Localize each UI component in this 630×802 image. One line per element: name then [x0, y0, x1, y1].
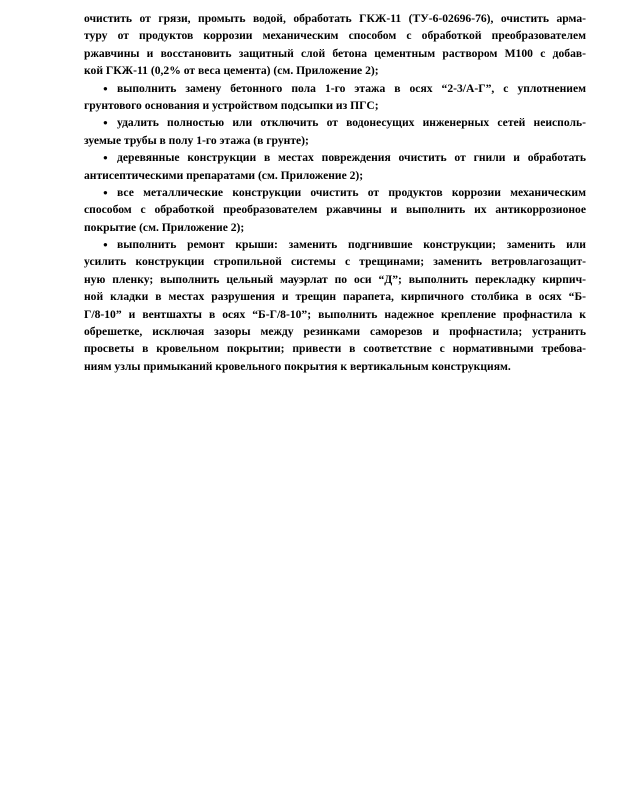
text-line	[84, 10, 586, 27]
line-text: деревянные конструкции в местах повреждения очистить от гнили и обработать	[117, 151, 586, 165]
line-text: ную пленку; выполнить цельный мауэрлат по оси “Д”; выполнить перекладку кирпич-	[84, 272, 586, 286]
text-line	[84, 27, 586, 44]
line-text: очистить от грязи, промыть водой, обработать ГКЖ-11 (ТУ-6-02696-76), очистить арма-	[84, 12, 586, 25]
text-line	[84, 306, 586, 323]
line-text: выполнить замену бетонного пола 1-го этажа в осях “2-3/А-Г”, с уплотнением	[117, 81, 586, 95]
line-text: ниям узлы примыканий кровельного покрытия к вертикальным конструкциям.	[84, 359, 511, 373]
bullet-item	[84, 236, 586, 375]
line-text: обрешетке, исключая зазоры между резинками саморезов и профнастила; устранить	[84, 325, 586, 339]
line-text: покрытие (см. Приложение 2);	[84, 220, 245, 234]
text-line	[84, 271, 586, 288]
bullet-item	[84, 149, 586, 184]
text-line	[84, 97, 586, 114]
paragraph	[84, 10, 586, 80]
document-body	[84, 0, 586, 375]
text-line	[84, 201, 586, 218]
text-line	[84, 236, 586, 253]
line-text: ржавчины и восстановить защитный слой бетона цементным раствором М100 с добав-	[84, 46, 586, 60]
line-text: удалить полностью или отключить от водонесущих инженерных сетей неисполь-	[117, 116, 586, 130]
line-text: все металлические конструкции очистить от продуктов коррозии механическим	[117, 185, 586, 199]
text-line	[84, 62, 586, 79]
line-text: туру от продуктов коррозии механическим способом с обработкой преобразователем	[84, 29, 586, 43]
bullet-icon: ●	[103, 118, 108, 128]
line-text: усилить конструкции стропильной системы с трещинами; заменить ветровлагозащит-	[84, 255, 586, 269]
bullet-item	[84, 114, 586, 149]
text-line	[84, 132, 586, 149]
text-line	[84, 114, 586, 131]
line-text: зуемые трубы в полу 1-го этажа (в грунте);	[84, 133, 309, 147]
line-text: кой ГКЖ-11 (0,2% от веса цемента) (см. Приложение 2);	[84, 64, 379, 78]
line-text: ной кладки в местах разрушения и трещин парапета, кирпичного столбика в осях “Б-	[84, 290, 586, 304]
text-line	[84, 253, 586, 270]
text-line	[84, 80, 586, 97]
text-line	[84, 288, 586, 305]
line-text: просветы в кровельном покрытии; привести в соответствие с нормативными требова-	[84, 342, 586, 356]
text-line	[84, 149, 586, 166]
text-line	[84, 323, 586, 340]
line-text: Г/8-10” и вентшахты в осях “Б-Г/8-10”; выполнить надежное крепление профнастила к	[84, 307, 586, 321]
line-text: способом с обработкой преобразователем ржавчины и выполнить их антикоррозионое	[84, 203, 586, 217]
bullet-icon: ●	[103, 153, 108, 163]
line-text: антисептическими препаратами (см. Приложение 2);	[84, 168, 364, 182]
text-line	[84, 167, 586, 184]
bullet-item	[84, 80, 586, 115]
line-text: грунтового основания и устройством подсыпки из ПГС;	[84, 98, 379, 112]
text-line	[84, 45, 586, 62]
bullet-icon: ●	[103, 83, 108, 93]
text-line	[84, 340, 586, 357]
text-line	[84, 184, 586, 201]
line-text: выполнить ремонт крыши: заменить подгнившие конструкции; заменить или	[117, 238, 586, 252]
text-line	[84, 219, 586, 236]
bullet-icon: ●	[103, 187, 108, 197]
bullet-item	[84, 184, 586, 236]
bullet-icon: ●	[103, 240, 108, 250]
text-line	[84, 358, 586, 375]
